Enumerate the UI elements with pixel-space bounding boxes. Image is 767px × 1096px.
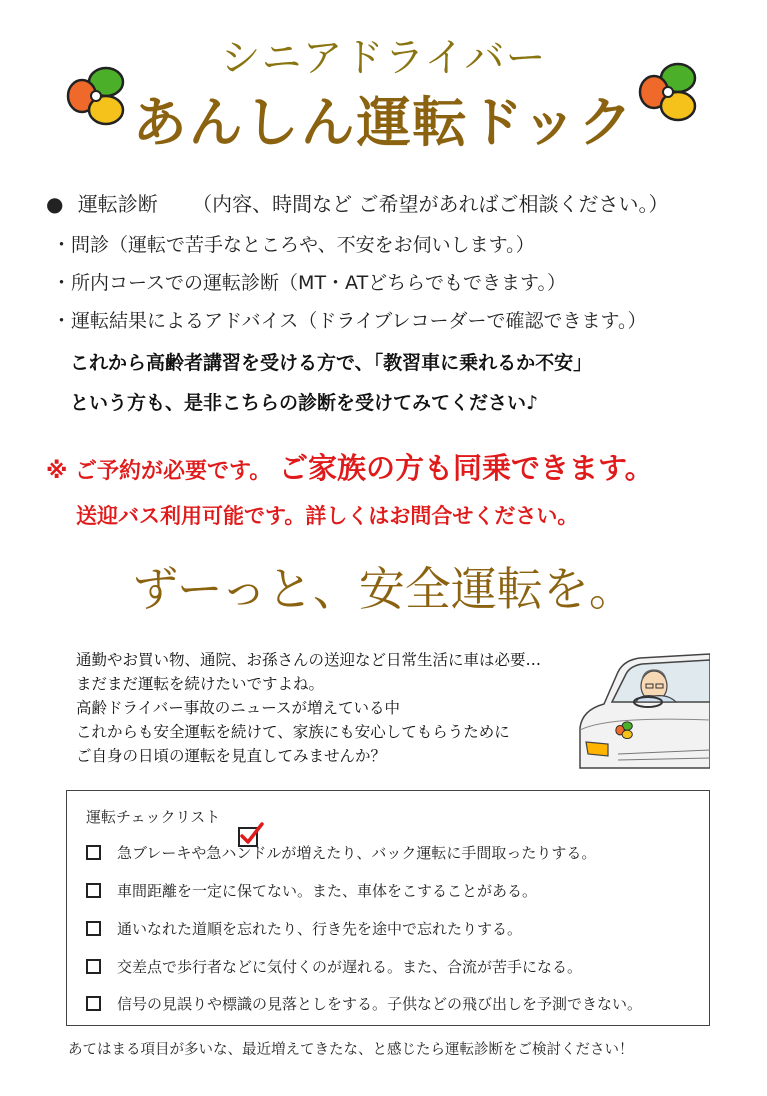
checklist-item[interactable] <box>86 956 582 977</box>
checkbox[interactable] <box>86 883 101 898</box>
checkbox[interactable] <box>86 996 101 1011</box>
bus-notice: 送迎バス利用可能です。詳しくはお問合せください。 <box>76 504 579 528</box>
bullet-dot: ● <box>46 192 64 216</box>
intro-paragraph <box>76 648 541 768</box>
intro-heading: 運転診断 <box>77 192 158 216</box>
checklist-item[interactable] <box>86 993 642 1014</box>
checklist-title: 運転チェックリスト <box>86 808 221 826</box>
bullet-item: ・所内コースでの運転診断（MT・ATどちらでもできます。） <box>52 272 566 294</box>
checklist-item[interactable] <box>86 918 522 939</box>
intro-note: （内容、時間など ご希望があればご相談ください。） <box>192 192 669 216</box>
reservation-notice <box>46 446 654 487</box>
checklist-item-label: 信号の見誤りや標識の見落としをする。子供などの飛び出しを予測できない。 <box>117 995 643 1013</box>
intro-line <box>46 188 669 217</box>
checkbox[interactable] <box>86 845 101 860</box>
checklist-item-label: 車間距離を一定に保てない。また、車体をこすることがある。 <box>117 882 538 900</box>
header-subtitle: シニアドライバー <box>220 35 547 81</box>
emphasis-line: という方も、是非こちらの診断を受けてみてください♪ <box>70 392 539 414</box>
checklist-item[interactable] <box>86 880 537 901</box>
clover-logo-icon <box>62 62 132 132</box>
checkbox[interactable] <box>86 959 101 974</box>
checklist-item-label: 急ブレーキや急ハンドルが増えたり、バック運転に手間取ったりする。 <box>117 844 597 862</box>
paragraph-line: 通勤やお買い物、通院、お孫さんの送迎など日常生活に車は必要… <box>76 651 542 669</box>
bullet-item: ・問診（運転で苦手なところや、不安をお伺いします。） <box>52 234 535 256</box>
checklist-item[interactable] <box>86 842 596 863</box>
paragraph-line: ご自身の日頃の運転を見直してみませんか？ <box>76 747 387 765</box>
notice-prefix: ※ ご予約が必要です。 <box>46 459 272 484</box>
page-title: あんしん運転ドック <box>132 91 635 154</box>
footer-note: あてはまる項目が多いな、最近増えてきたな、と感じたら運転診断をご検討ください！ <box>68 1042 634 1058</box>
paragraph-line: これからも安全運転を続けて、家族にも安心してもらうために <box>76 723 510 741</box>
driver-car-illustration <box>578 650 710 770</box>
clover-logo-icon <box>634 58 704 128</box>
tagline: ずーっと、安全運転を。 <box>132 562 635 616</box>
emphasis-line: これから高齢者講習を受ける方で、「教習車に乗れるか不安」 <box>70 352 593 374</box>
checklist-item-label: 交差点で歩行者などに気付くのが遅れる。また、合流が苦手になる。 <box>117 958 583 976</box>
bullet-item: ・運転結果によるアドバイス（ドライブレコーダーで確認できます。） <box>52 310 647 332</box>
checklist-item-label: 通いなれた道順を忘れたり、行き先を途中で忘れたりする。 <box>117 920 523 938</box>
paragraph-line: 高齢ドライバー事故のニュースが増えている中 <box>76 699 400 717</box>
notice-highlight: ご家族の方も同乗できます。 <box>278 451 654 485</box>
paragraph-line: まだまだ運転を続けたいですよね。 <box>76 675 325 693</box>
checkbox[interactable] <box>86 921 101 936</box>
